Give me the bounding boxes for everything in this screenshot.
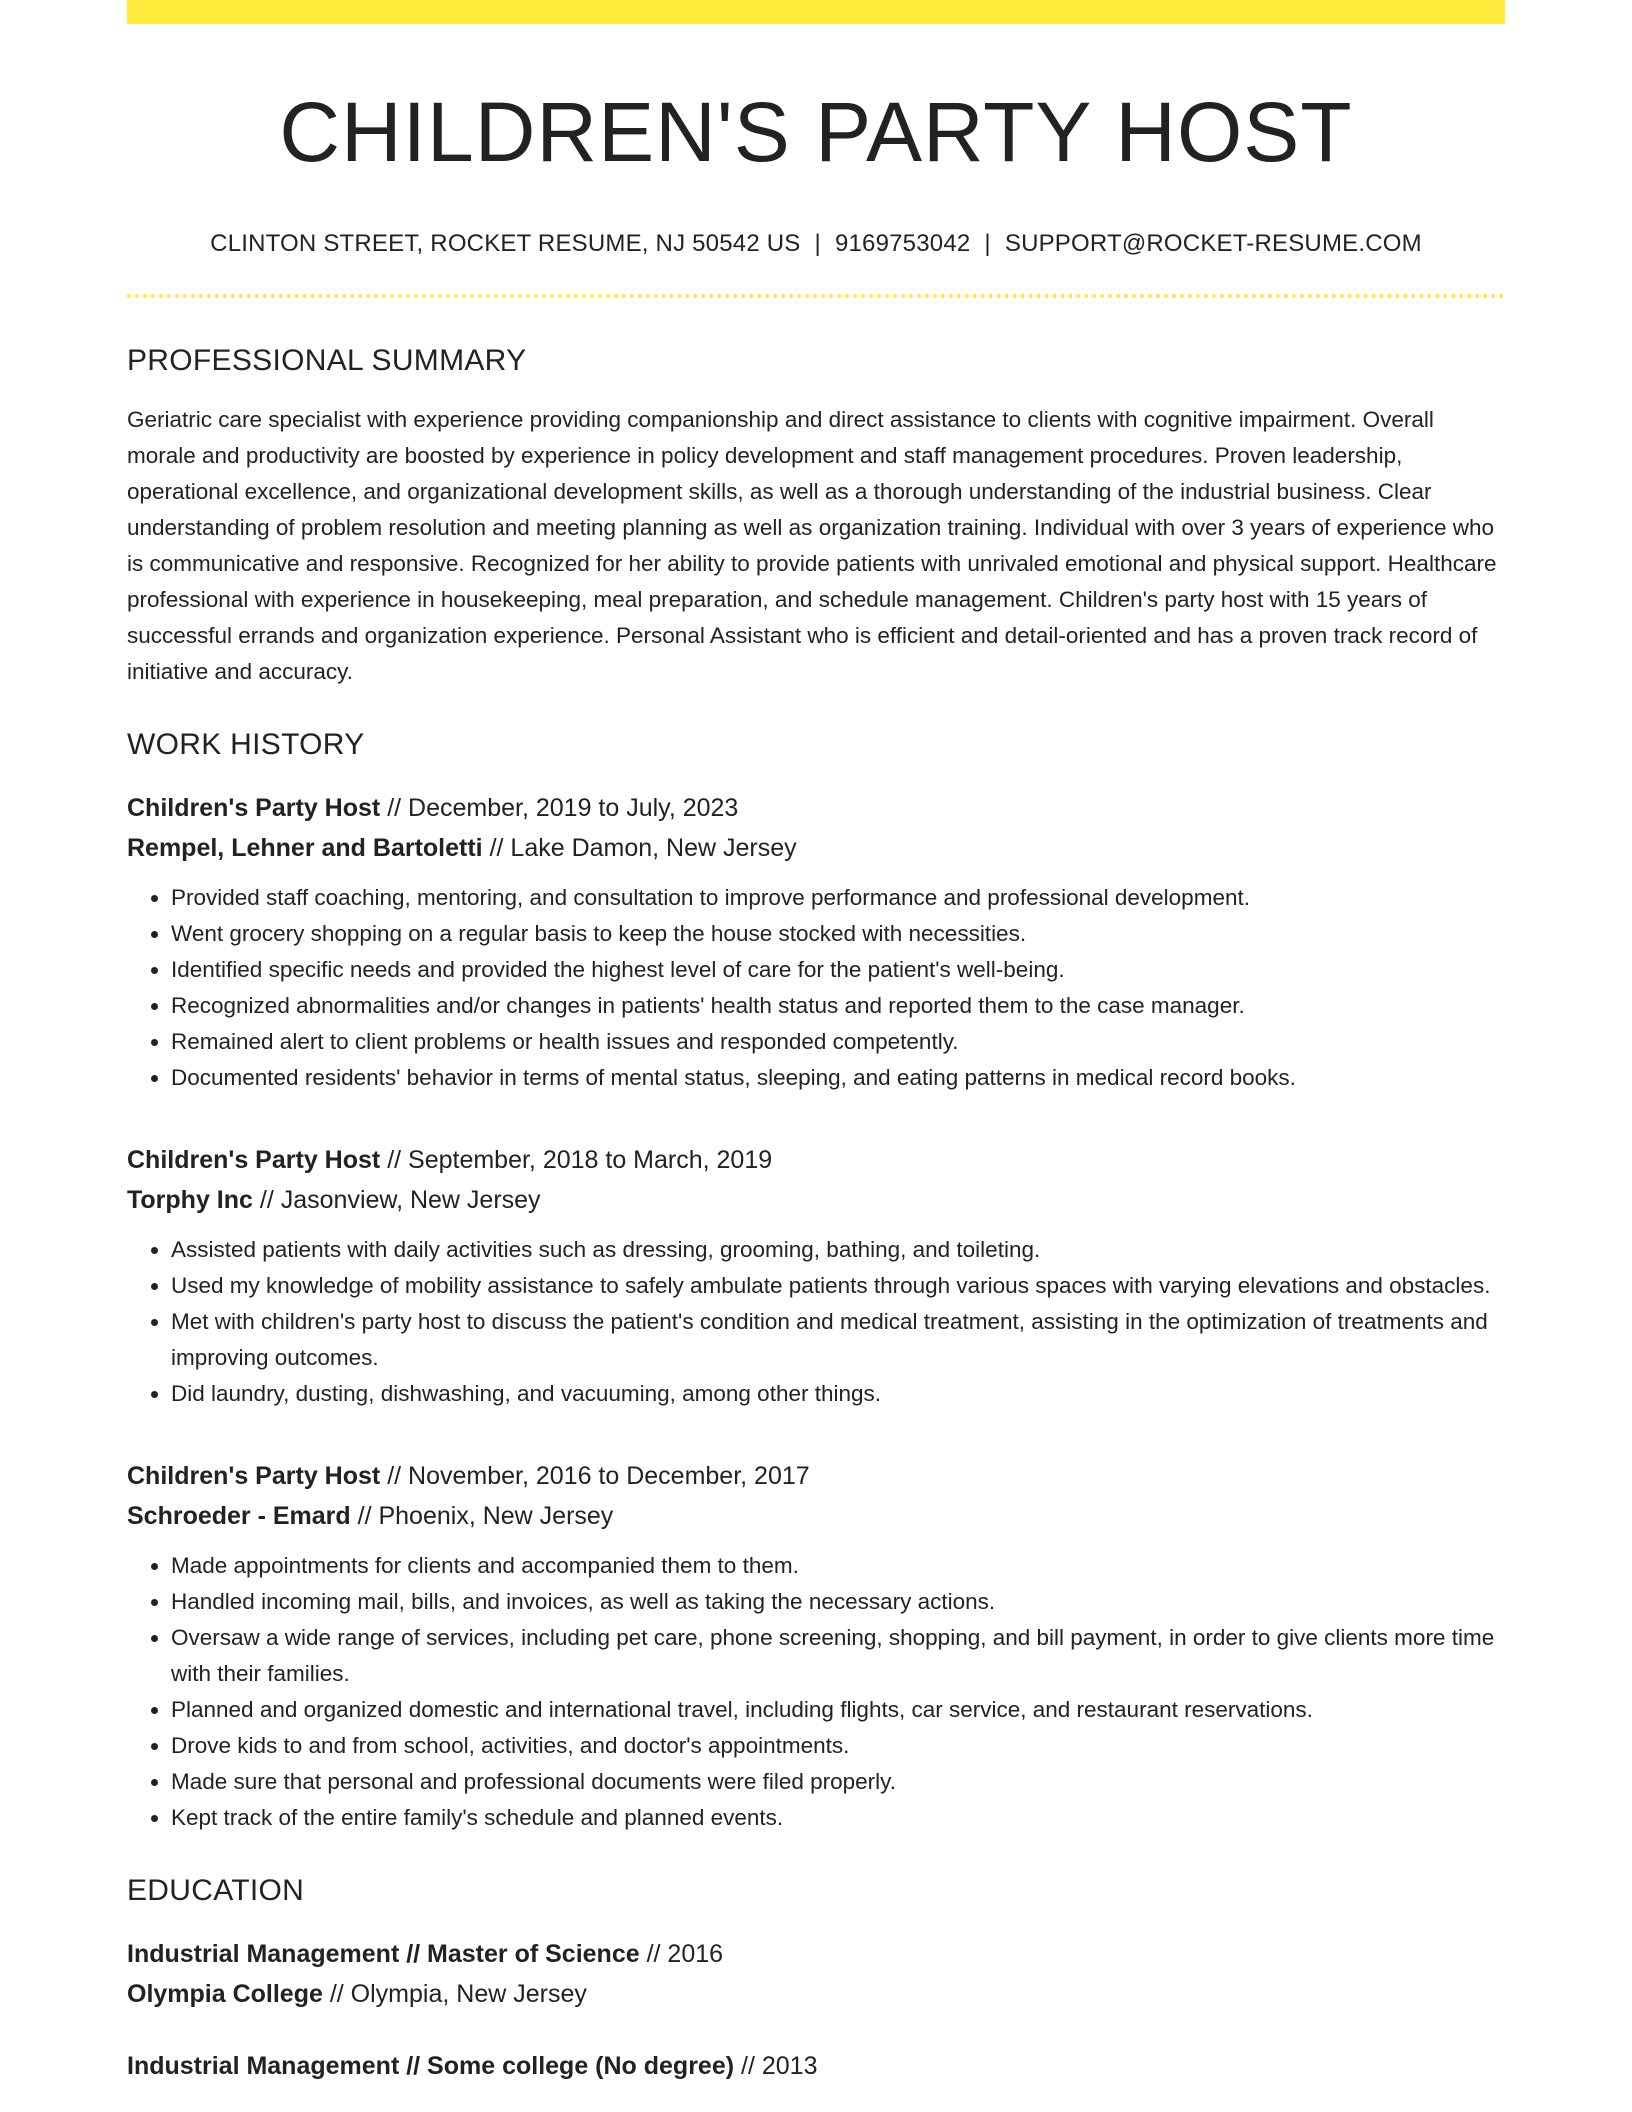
job-company-line: [127, 828, 1505, 868]
list-item: • Kept track of the entire family's schedule and planned events.: [171, 1800, 1505, 1836]
job-company-line: [127, 1496, 1505, 1536]
job-entry: [127, 1456, 1505, 1836]
education-entry: [127, 1934, 1505, 2014]
list-item: • Remained alert to client problems or health issues and responded competently.: [171, 1024, 1505, 1060]
contact-separator: |: [984, 230, 991, 258]
job-dates: // November, 2016 to December, 2017: [387, 1462, 810, 1491]
education-heading: EDUCATION: [127, 1874, 305, 1908]
job-bullets: [127, 1232, 1505, 1412]
education-degree-line: [127, 2046, 1505, 2086]
page-title: CHILDREN'S PARTY HOST: [279, 85, 1353, 179]
contact-email: SUPPORT@ROCKET-RESUME.COM: [1004, 230, 1422, 258]
list-item: • Provided staff coaching, mentoring, and consultation to improve performance and professional development.: [171, 880, 1505, 916]
job-company: Rempel, Lehner and Bartoletti: [127, 834, 483, 863]
list-item: • Used my knowledge of mobility assistance to safely ambulate patients through various spaces with varying elevations and obstacles.: [171, 1268, 1505, 1304]
contact-phone: 9169753042: [834, 230, 971, 258]
job-bullets: [127, 880, 1505, 1096]
summary-heading: PROFESSIONAL SUMMARY: [127, 344, 527, 378]
list-item: • Identified specific needs and provided the highest level of care for the patient's well-being.: [171, 952, 1505, 988]
job-title-line: [127, 1140, 1505, 1180]
list-item: • Oversaw a wide range of services, including pet care, phone screening, shopping, and bill payment, in order to give clients more time with their families.: [171, 1620, 1505, 1692]
list-item: • Documented residents' behavior in terms of mental status, sleeping, and eating patterns in medical record books.: [171, 1060, 1505, 1096]
education-entry: [127, 2046, 1505, 2086]
job-location: // Lake Damon, New Jersey: [489, 834, 797, 863]
top-accent-bar: [127, 0, 1505, 24]
job-company: Schroeder - Emard: [127, 1502, 351, 1531]
education-year: // 2016: [646, 1940, 724, 1969]
summary-text: Geriatric care specialist with experience providing companionship and direct assistance to clients with cognitive impairment. Overall morale and productivity are boosted by experience in policy development and staff management procedures. Proven leadership, operational excellence, and organizational development skills, as well as a thorough understanding of the industrial business. Clear understanding of problem resolution and meeting planning as well as organization training. Individual with over 3 years of experience who is communicative and responsive. Recognized for her ability to provide patients with unrivaled emotional and physical support. Healthcare professional with experience in housekeeping, meal preparation, and schedule management. Children's party host with 15 years of successful errands and organization experience. Personal Assistant who is efficient and detail-oriented and has a proven track record of initiative and accuracy.: [127, 407, 1497, 685]
education-year: // 2013: [741, 2052, 818, 2081]
job-title-line: [127, 788, 1505, 828]
list-item: • Made sure that personal and professional documents were filed properly.: [171, 1764, 1505, 1800]
dotted-divider: [127, 294, 1505, 298]
job-entry: [127, 1140, 1505, 1412]
education-school-line: [127, 1974, 1505, 2014]
job-company-line: [127, 1180, 1505, 1220]
list-item: • Recognized abnormalities and/or changes in patients' health status and reported them to the case manager.: [171, 988, 1505, 1024]
job-dates: // September, 2018 to March, 2019: [387, 1146, 773, 1175]
job-location: // Jasonview, New Jersey: [259, 1186, 541, 1215]
education-school: Olympia College: [127, 1980, 323, 2009]
job-company: Torphy Inc: [127, 1186, 253, 1215]
resume-page: [127, 0, 1505, 2086]
job-dates: // December, 2019 to July, 2023: [387, 794, 739, 823]
list-item: • Went grocery shopping on a regular basis to keep the house stocked with necessities.: [171, 916, 1505, 952]
list-item: • Assisted patients with daily activities such as dressing, grooming, bathing, and toileting.: [171, 1232, 1505, 1268]
job-location: // Phoenix, New Jersey: [357, 1502, 614, 1531]
contact-line: [127, 230, 1505, 258]
list-item: • Met with children's party host to discuss the patient's condition and medical treatment, assisting in the optimization of treatments and improving outcomes.: [171, 1304, 1505, 1376]
list-item: • Made appointments for clients and accompanied them to them.: [171, 1548, 1505, 1584]
job-bullets: [127, 1548, 1505, 1836]
contact-address: CLINTON STREET, ROCKET RESUME, NJ 50542 US: [210, 230, 801, 258]
list-item: • Drove kids to and from school, activities, and doctor's appointments.: [171, 1728, 1505, 1764]
education-degree-line: [127, 1934, 1505, 1974]
work-history-heading: WORK HISTORY: [127, 728, 365, 762]
job-entry: [127, 788, 1505, 1096]
education-degree: Industrial Management // Some college (No degree): [127, 2052, 735, 2081]
job-title: Children's Party Host: [127, 1462, 381, 1491]
contact-separator: |: [814, 230, 821, 258]
list-item: • Handled incoming mail, bills, and invoices, as well as taking the necessary actions.: [171, 1584, 1505, 1620]
job-title: Children's Party Host: [127, 1146, 381, 1175]
job-title: Children's Party Host: [127, 794, 381, 823]
job-title-line: [127, 1456, 1505, 1496]
list-item: • Did laundry, dusting, dishwashing, and vacuuming, among other things.: [171, 1376, 1505, 1412]
list-item: • Planned and organized domestic and international travel, including flights, car service, and restaurant reservations.: [171, 1692, 1505, 1728]
education-degree: Industrial Management // Master of Science: [127, 1940, 640, 1969]
education-location: // Olympia, New Jersey: [329, 1980, 587, 2009]
